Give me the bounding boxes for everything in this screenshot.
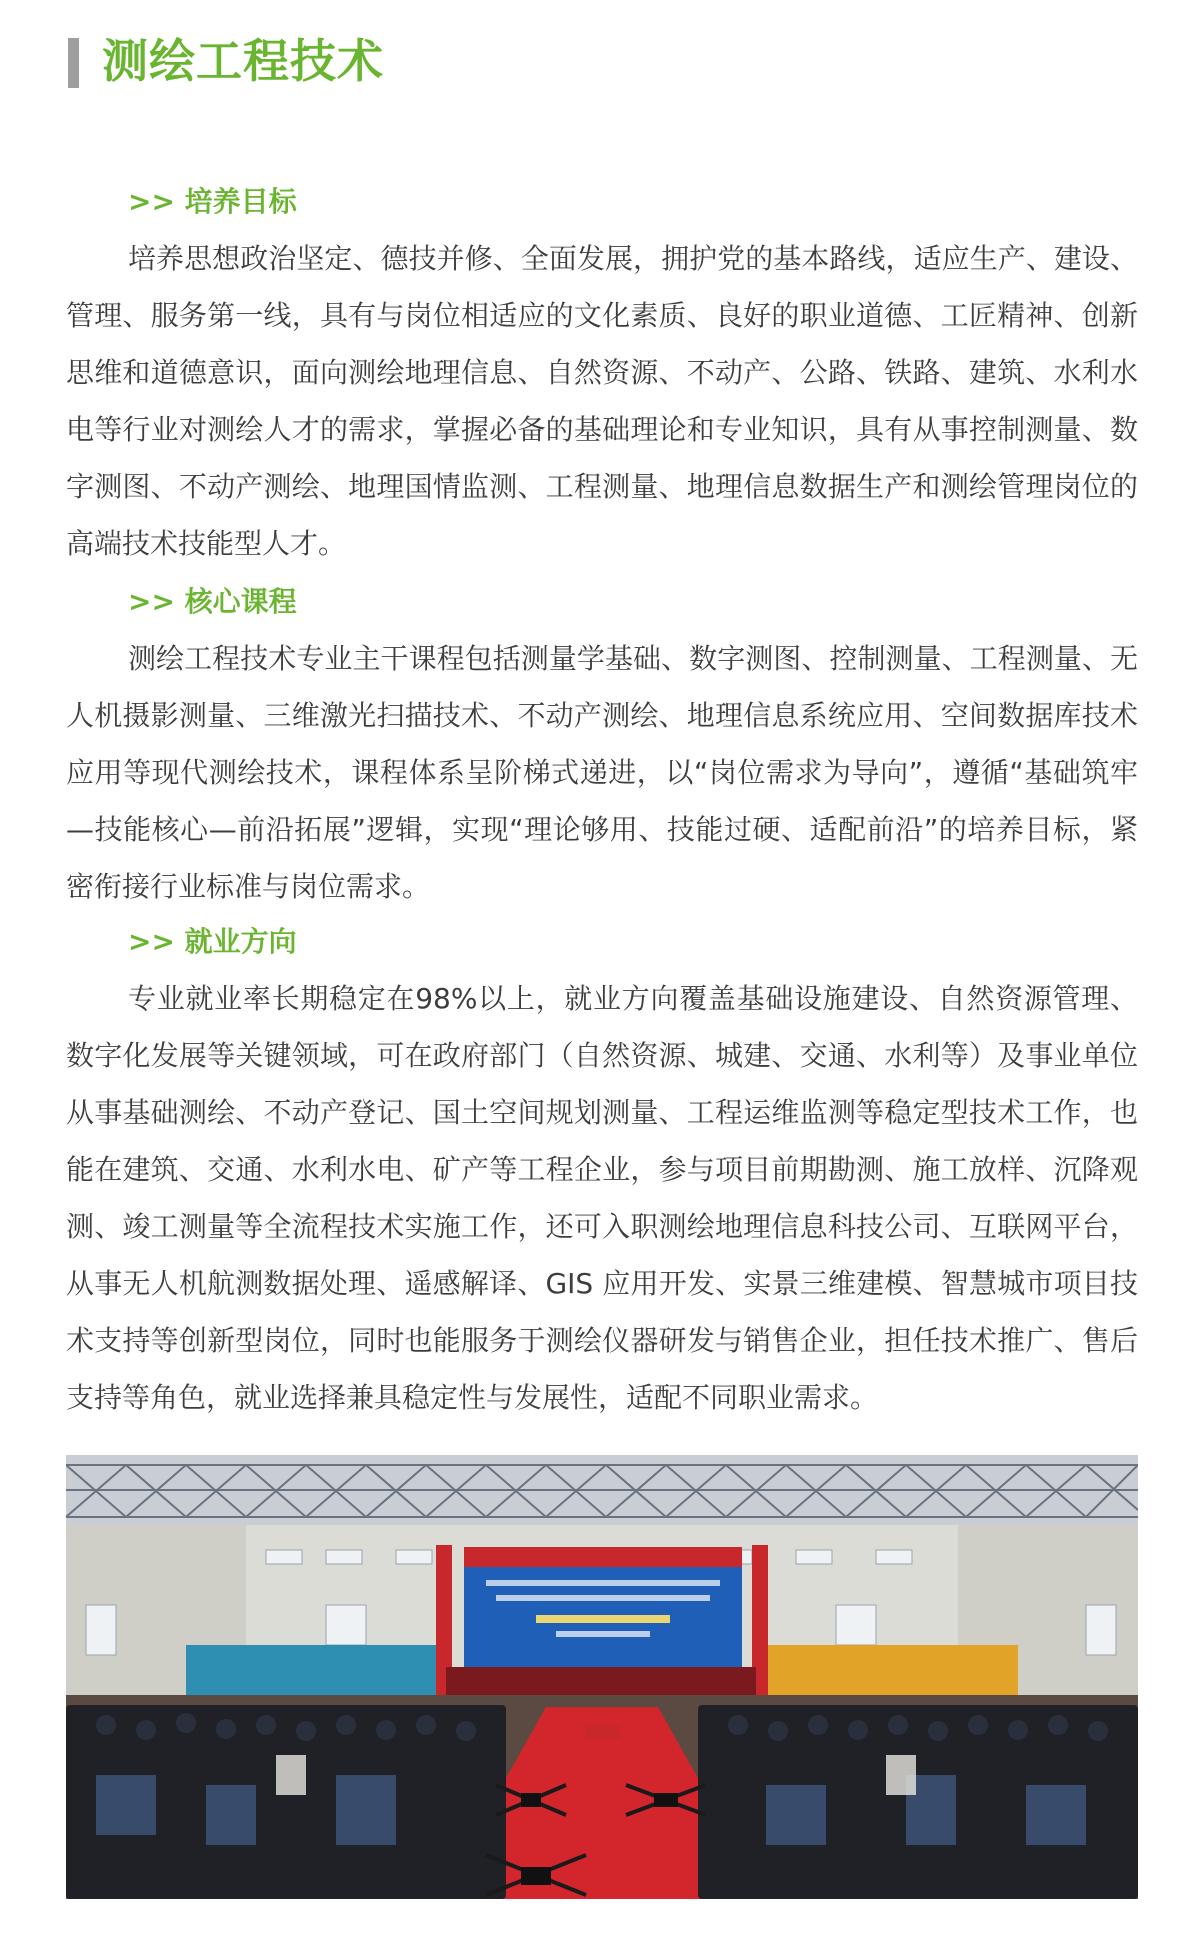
- section-heading-core-courses: >> 核心课程: [128, 585, 297, 618]
- section-text-core-courses: 测绘工程技术专业主干课程包括测量学基础、数字测图、控制测量、工程测量、无人机摄影测量、三维激光扫描技术、不动产测绘、地理信息系统应用、空间数据库技术应用等现代测绘技术，课程体系呈阶梯式递进，以“岗位需求为导向”，遵循“基础筑牢—技能核心—前沿拓展”逻辑，实现“理论够用、技能过硬、适配前沿”的培养目标，紧密衔接行业标准与岗位需求。: [66, 642, 1138, 903]
- page-title: 测绘工程技术: [102, 34, 384, 88]
- section-heading-employment: >> 就业方向: [128, 925, 297, 958]
- event-photo: [66, 1455, 1138, 1899]
- gymnasium-event-illustration: [66, 1455, 1138, 1899]
- section-heading-training-goals: >> 培养目标: [128, 185, 297, 218]
- section-text-employment: 专业就业率长期稳定在98%以上，就业方向覆盖基础设施建设、自然资源管理、数字化发展等关键领域，可在政府部门（自然资源、城建、交通、水利等）及事业单位从事基础测绘、不动产登记、国土空间规划测量、工程运维监测等稳定型技术工作，也能在建筑、交通、水利水电、矿产等工程企业，参与项目前期勘测、施工放样、沉降观测、竣工测量等全流程技术实施工作，还可入职测绘地理信息科技公司、互联网平台，从事无人机航测数据处理、遥感解译、GIS 应用开发、实景三维建模、智慧城市项目技术支持等创新型岗位，同时也能服务于测绘仪器研发与销售企业，担任技术推广、售后支持等角色，就业选择兼具稳定性与发展性，适配不同职业需求。: [66, 982, 1138, 1414]
- title-accent-bar: [68, 38, 79, 88]
- section-text-training-goals: 培养思想政治坚定、德技并修、全面发展，拥护党的基本路线，适应生产、建设、管理、服务第一线，具有与岗位相适应的文化素质、良好的职业道德、工匠精神、创新思维和道德意识，面向测绘地理信息、自然资源、不动产、公路、铁路、建筑、水利水电等行业对测绘人才的需求，掌握必备的基础理论和专业知识，具有从事控制测量、数字测图、不动产测绘、地理国情监测、工程测量、地理信息数据生产和测绘管理岗位的高端技术技能型人才。: [66, 242, 1138, 560]
